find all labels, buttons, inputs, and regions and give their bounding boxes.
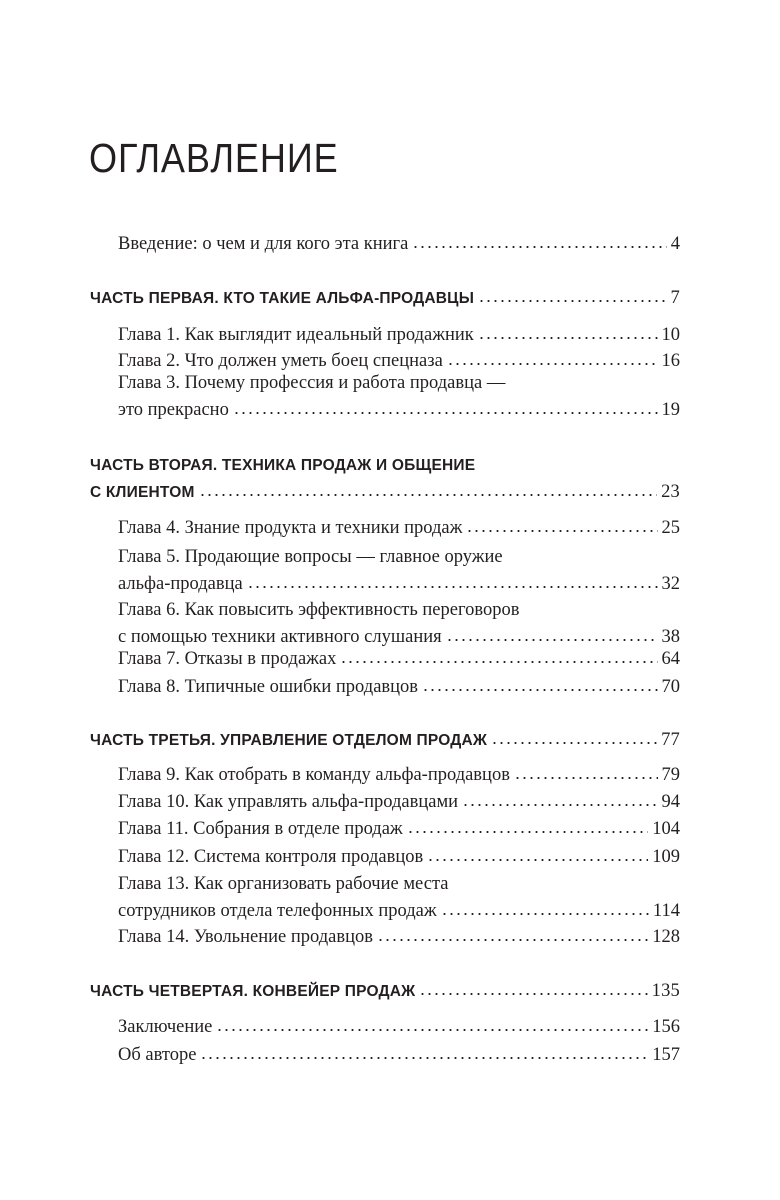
page-number: 7 [670,288,680,308]
toc-chapter-entry[interactable] [118,844,680,871]
toc-chapter-entry[interactable] [118,871,680,925]
dot-leader [478,299,666,303]
page-number: 4 [670,234,680,254]
toc-chapter-entry[interactable] [118,544,680,598]
dot-leader [514,776,658,780]
entry-title: Глава 2. Что должен уметь боец спецназа [118,351,443,371]
page-number: 79 [661,765,680,785]
toc-chapter-entry[interactable] [118,597,680,651]
page-number: 114 [652,901,680,921]
dot-leader [491,741,657,745]
page-number: 104 [652,819,680,839]
entry-title: Глава 12. Система контроля продавцов [118,847,424,867]
page-number: 23 [661,482,680,502]
entry-title: ЧАСТЬ ПЕРВАЯ. КТО ТАКИЕ АЛЬФА-ПРОДАВЦЫ [90,290,475,307]
page-number: 94 [661,792,680,812]
dot-leader [377,938,648,942]
entry-title: ЧАСТЬ ВТОРАЯ. ТЕХНИКА ПРОДАЖ И ОБЩЕНИЕ [90,457,476,474]
page-number: 25 [661,518,680,538]
entry-title: Глава 10. Как управлять альфа-продавцами [118,792,459,812]
entry-title: Об авторе [118,1045,197,1065]
page-number: 157 [652,1045,680,1065]
entry-title: ЧАСТЬ ТРЕТЬЯ. УПРАВЛЕНИЕ ОТДЕЛОМ ПРОДАЖ [90,732,488,749]
entry-title: ЧАСТЬ ЧЕТВЕРТАЯ. КОНВЕЙЕР ПРОДАЖ [90,983,416,1000]
dot-leader [462,803,657,807]
dot-leader [422,688,657,692]
dot-leader [447,362,658,366]
dot-leader [200,1056,648,1060]
entry-title: Глава 14. Увольнение продавцов [118,927,373,947]
dot-leader [216,1028,648,1032]
toc-chapter-entry[interactable] [118,322,680,349]
page-number: 38 [661,627,680,647]
dot-leader [412,245,666,249]
dot-leader [340,660,657,664]
page-title: ОГЛАВЛЕНИЕ [89,135,339,181]
entry-title: Глава 4. Знание продукта и техники продаж [118,518,463,538]
page-number: 156 [652,1017,680,1037]
toc-chapter-entry[interactable] [118,646,680,673]
dot-leader [199,493,658,497]
page-number: 64 [661,649,680,669]
toc-chapter-entry[interactable] [118,924,680,951]
toc-part-entry[interactable] [90,727,680,754]
entry-title: Глава 3. Почему профессия и работа продавца — [118,373,506,393]
entry-title: Глава 9. Как отобрать в команду альфа-продавцов [118,765,510,785]
entry-title: Глава 6. Как повысить эффективность переговоров [118,600,520,620]
dot-leader [419,992,647,996]
page-number: 19 [661,400,680,420]
entry-title: Введение: о чем и для кого эта книга [118,234,409,254]
toc-part-entry[interactable] [90,285,680,312]
toc-chapter-entry[interactable] [118,816,680,843]
entry-title: с помощью техники активного слушания [118,627,442,647]
dot-leader [478,336,658,340]
entry-title: Глава 11. Собрания в отделе продаж [118,819,403,839]
dot-leader [233,411,658,415]
toc-chapter-entry[interactable] [118,789,680,816]
dot-leader [466,529,657,533]
page-number: 70 [661,677,680,697]
toc-chapter-entry[interactable] [118,231,680,258]
page-number: 16 [661,351,680,371]
page-number: 128 [652,927,680,947]
entry-title: альфа-продавца [118,574,243,594]
page-number: 109 [652,847,680,867]
entry-title: Глава 5. Продающие вопросы — главное оружие [118,547,503,567]
toc-chapter-entry[interactable] [118,1014,680,1041]
dot-leader [427,858,648,862]
entry-title: Глава 8. Типичные ошибки продавцов [118,677,419,697]
entry-title: Глава 1. Как выглядит идеальный продажник [118,325,474,345]
entry-title: С КЛИЕНТОМ [90,484,195,501]
toc-chapter-entry[interactable] [118,1042,680,1069]
toc-chapter-entry[interactable] [118,515,680,542]
toc-part-entry[interactable] [90,978,680,1005]
dot-leader [441,912,649,916]
entry-title: это прекрасно [118,400,229,420]
entry-title: Глава 13. Как организовать рабочие места [118,874,449,894]
page-number: 32 [661,574,680,594]
page-number: 77 [661,730,680,750]
toc-chapter-entry[interactable] [118,762,680,789]
entry-title: Заключение [118,1017,213,1037]
entry-title: Глава 7. Отказы в продажах [118,649,337,669]
entry-title: сотрудников отдела телефонных продаж [118,901,437,921]
toc-chapter-entry[interactable] [118,370,680,424]
toc-part-entry[interactable] [90,452,680,506]
dot-leader [407,830,649,834]
toc-chapter-entry[interactable] [118,674,680,701]
page-number: 10 [661,325,680,345]
dot-leader [446,638,658,642]
dot-leader [247,585,658,589]
page-number: 135 [651,981,680,1001]
